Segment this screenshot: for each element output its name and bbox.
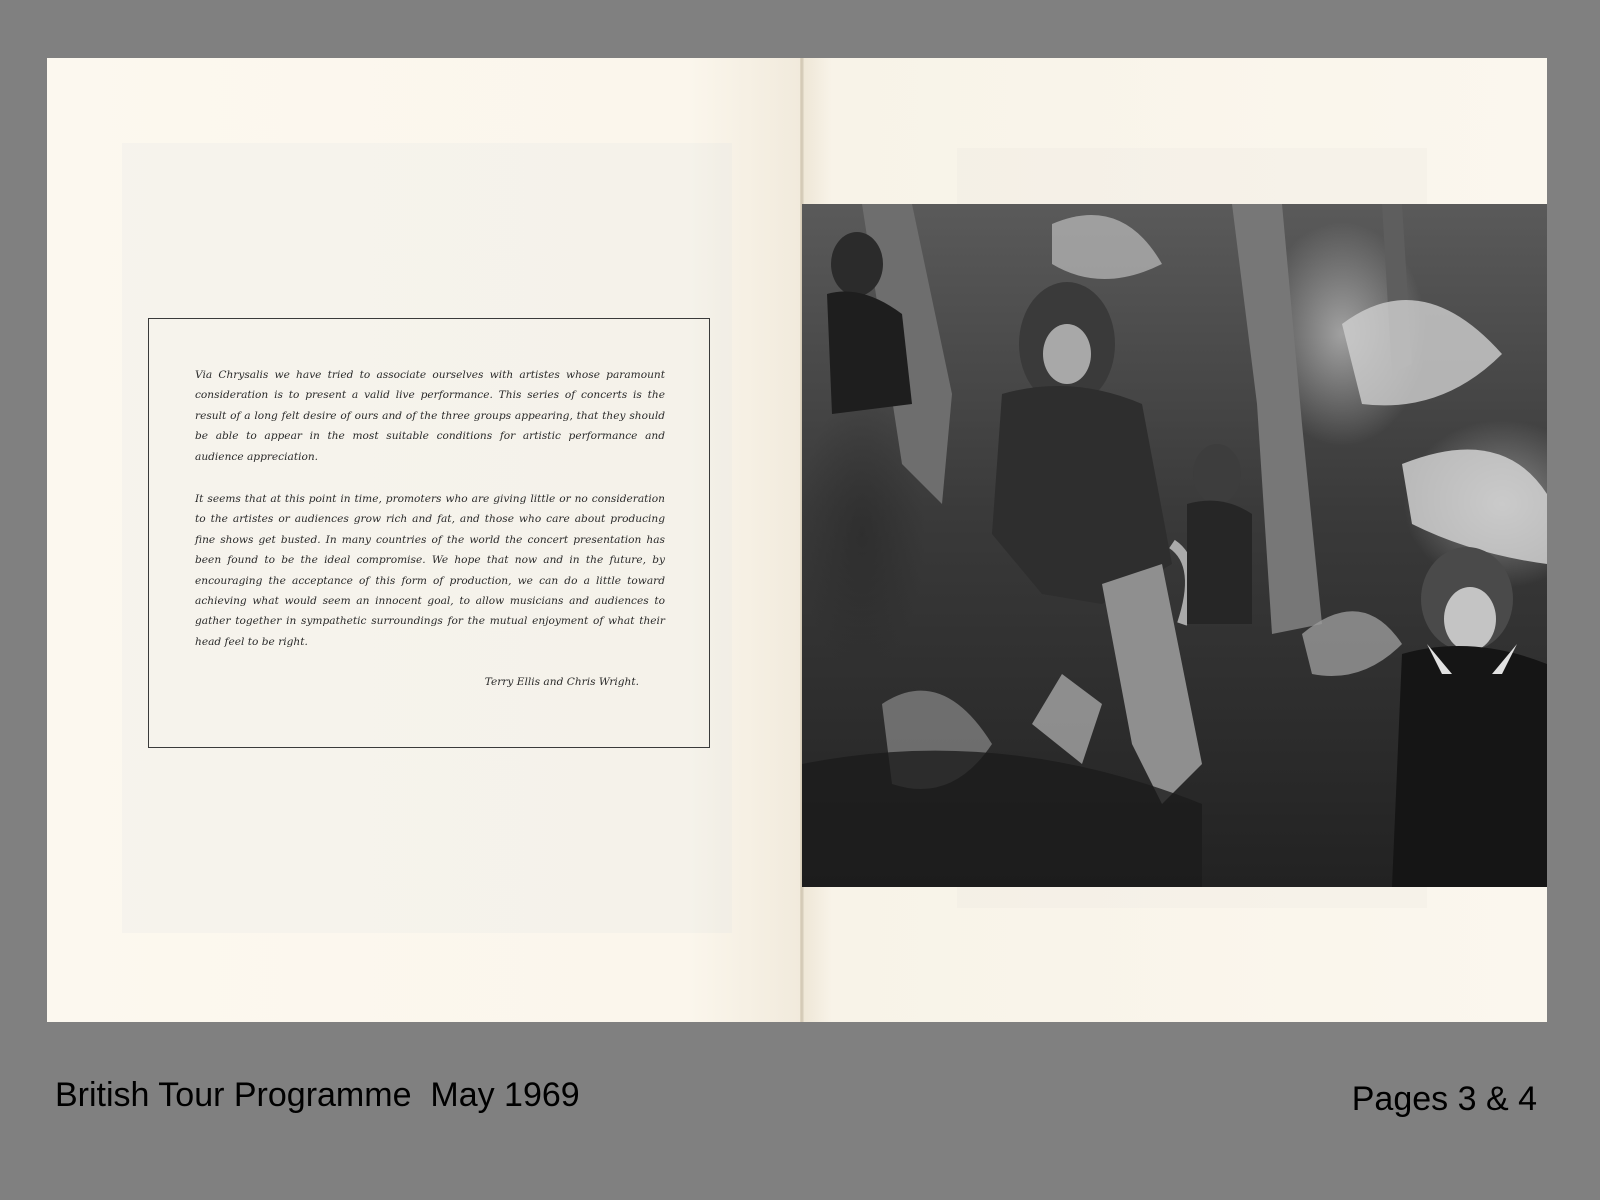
note-paragraph-1: Via Chrysalis we have tried to associate ourselves with artistes whose paramount consideration is to present a valid live performance. This series of concerts is the result of a long felt desire of ours and of the three groups appearing, that they should be able to appear in the most suitable conditions for artistic performance and audience appreciation. bbox=[195, 369, 665, 463]
band-photograph bbox=[802, 204, 1547, 887]
band-photograph-illustration bbox=[802, 204, 1547, 887]
chrysalis-note-box bbox=[148, 318, 710, 748]
page-3 bbox=[47, 58, 802, 1022]
note-signature: Terry Ellis and Chris Wright. bbox=[484, 676, 639, 689]
note-paragraph-2: It seems that at this point in time, promoters who are giving little or no consideration to the artistes or audiences grow rich and fat, and those who care about producing fine shows get busted. In many countries of the world the concert presentation has been found to be the ideal compromise. We hope that now and in the future, by encouraging the acceptance of this form of production, we can do a little toward achieving what would seem an innocent goal, to allow musicians and audiences to gather together in sympathetic surroundings for the mutual enjoyment of what their head feel to be right. bbox=[195, 493, 665, 648]
programme-caption: British Tour Programme May 1969 bbox=[55, 1076, 580, 1114]
page-numbers-caption: Pages 3 & 4 bbox=[1351, 1080, 1537, 1118]
